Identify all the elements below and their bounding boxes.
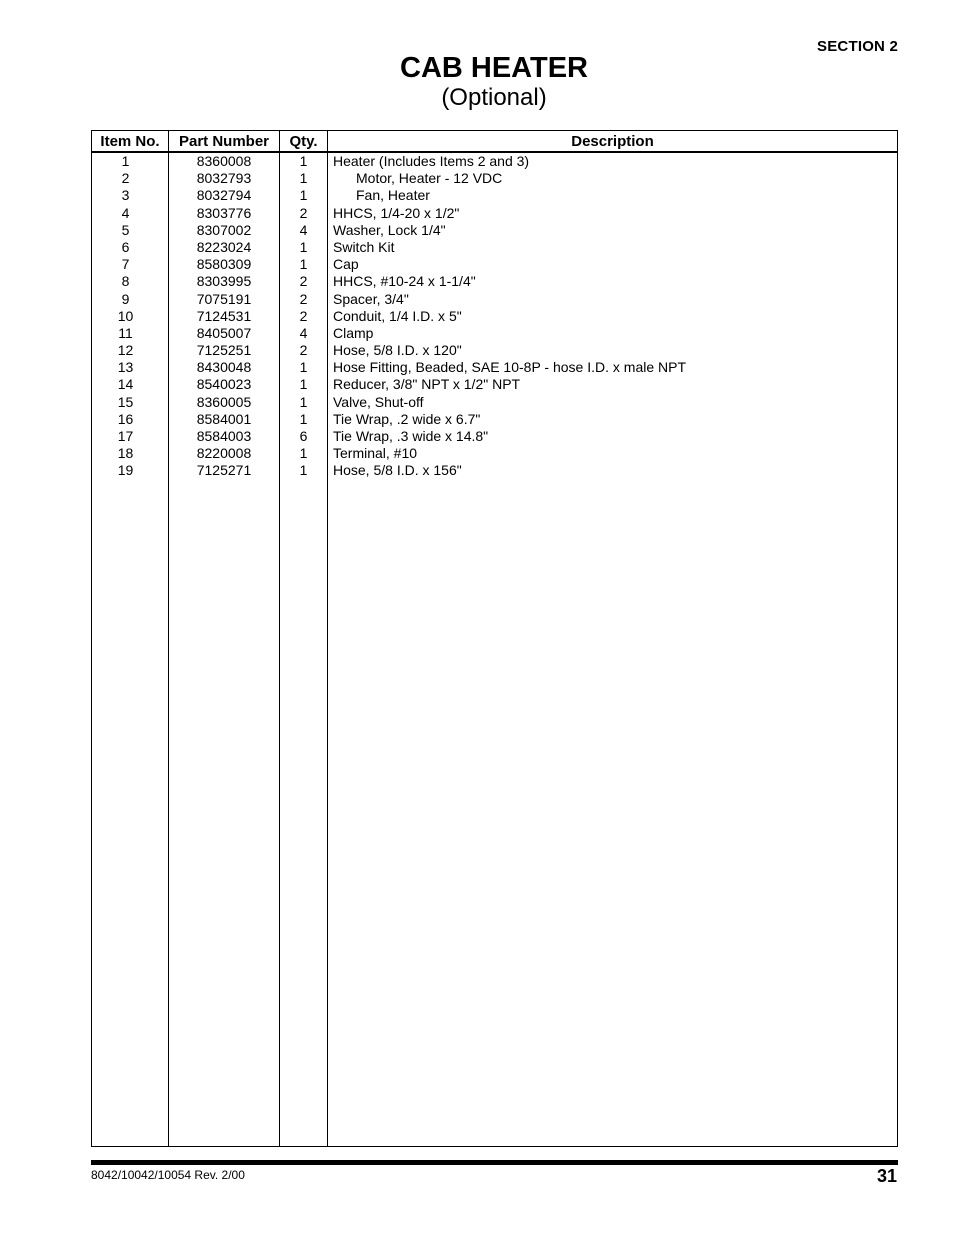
- part-number-cell: 8584003: [196, 428, 252, 444]
- description-cell: HHCS, 1/4-20 x 1/2": [333, 204, 460, 221]
- item-number-cell: 19: [117, 462, 134, 479]
- quantity-cell: 2: [299, 342, 308, 359]
- item-number-cell: 18: [117, 445, 134, 462]
- part-number-cell: 7075191: [196, 290, 252, 307]
- quantity-cell: 2: [299, 273, 308, 290]
- table-row: [92, 411, 897, 428]
- quantity-cell: 2: [299, 290, 308, 307]
- part-number-cell: 8032793: [196, 170, 252, 187]
- description-cell: Washer, Lock 1/4": [333, 221, 446, 238]
- item-number-cell: 8: [121, 273, 130, 290]
- part-number-cell: 8584001: [196, 410, 252, 427]
- part-number-cell: 7125251: [196, 342, 252, 359]
- quantity-cell: 1: [299, 256, 308, 273]
- quantity-cell: 6: [299, 428, 308, 444]
- description-cell: Cap: [333, 256, 359, 273]
- description-cell: Terminal, #10: [333, 445, 418, 462]
- item-number-cell: 6: [121, 238, 130, 255]
- table-row: [92, 394, 897, 411]
- description-cell: Switch Kit: [333, 238, 395, 255]
- page-number: 31: [876, 1166, 897, 1186]
- description-cell: Motor, Heater - 12 VDC: [356, 170, 503, 187]
- item-number-cell: 15: [117, 393, 134, 410]
- description-cell: Clamp: [333, 324, 374, 341]
- footer-rule: [91, 1160, 898, 1165]
- table-row: [92, 308, 897, 325]
- item-number-cell: 10: [117, 307, 134, 324]
- part-number-cell: 8405007: [196, 324, 252, 341]
- description-cell: Tie Wrap, .3 wide x 14.8": [333, 428, 489, 444]
- description-cell: Conduit, 1/4 I.D. x 5": [333, 307, 462, 324]
- part-number-cell: 8307002: [196, 221, 252, 238]
- item-number-cell: 2: [121, 170, 130, 187]
- quantity-cell: 4: [299, 221, 308, 238]
- description-cell: Reducer, 3/8" NPT x 1/2" NPT: [333, 376, 521, 393]
- parts-table-body: [92, 153, 897, 480]
- quantity-cell: 1: [299, 238, 308, 255]
- table-row: [92, 325, 897, 342]
- part-number-cell: 8430048: [196, 359, 252, 376]
- page-title: CAB HEATER: [400, 52, 588, 84]
- item-number-cell: 12: [117, 342, 134, 359]
- table-row: [92, 222, 897, 239]
- item-number-cell: 16: [117, 410, 134, 427]
- quantity-cell: 2: [299, 204, 308, 221]
- item-number-cell: 3: [121, 187, 130, 204]
- table-row: [92, 342, 897, 359]
- part-number-cell: 8032794: [196, 187, 252, 204]
- table-row: [92, 445, 897, 462]
- quantity-cell: 1: [299, 445, 308, 462]
- quantity-cell: 1: [299, 187, 308, 204]
- description-cell: Spacer, 3/4": [333, 290, 409, 307]
- part-number-cell: 8303995: [196, 273, 252, 290]
- table-row: [92, 170, 897, 187]
- page-subtitle: (Optional): [441, 84, 547, 111]
- description-cell: Heater (Includes Items 2 and 3): [333, 153, 530, 169]
- table-row: [92, 359, 897, 376]
- quantity-cell: 1: [299, 462, 308, 479]
- table-row: [92, 187, 897, 204]
- quantity-cell: 1: [299, 393, 308, 410]
- revision-label: 8042/10042/10054 Rev. 2/00: [91, 1168, 245, 1182]
- table-row: [92, 428, 897, 445]
- part-number-cell: 8540023: [196, 376, 252, 393]
- item-number-cell: 11: [118, 324, 133, 341]
- quantity-cell: 2: [299, 307, 308, 324]
- description-cell: Tie Wrap, .2 wide x 6.7": [333, 410, 481, 427]
- part-number-cell: 8220008: [196, 445, 252, 462]
- table-row: [92, 256, 897, 273]
- table-row: [92, 376, 897, 393]
- part-number-cell: 8580309: [196, 256, 252, 273]
- quantity-cell: 1: [299, 359, 308, 376]
- item-number-cell: 14: [117, 376, 134, 393]
- column-header-qty: Qty.: [289, 133, 318, 150]
- item-number-cell: 4: [121, 204, 130, 221]
- table-row: [92, 205, 897, 222]
- item-number-cell: 17: [117, 428, 134, 444]
- part-number-cell: 8360008: [196, 153, 252, 169]
- column-header-item-no: Item No.: [100, 133, 160, 150]
- part-number-cell: 7124531: [196, 307, 252, 324]
- column-header-part-number: Part Number: [178, 133, 270, 150]
- description-cell: Hose Fitting, Beaded, SAE 10-8P - hose I.D. x male NPT: [333, 359, 687, 376]
- table-row: [92, 462, 897, 479]
- item-number-cell: 9: [121, 290, 130, 307]
- quantity-cell: 1: [299, 376, 308, 393]
- part-number-cell: 8303776: [196, 204, 252, 221]
- quantity-cell: 1: [299, 170, 308, 187]
- part-number-cell: 7125271: [196, 462, 252, 479]
- table-row: [92, 153, 897, 170]
- table-row: [92, 291, 897, 308]
- item-number-cell: 5: [121, 221, 130, 238]
- description-cell: Valve, Shut-off: [333, 393, 424, 410]
- part-number-cell: 8223024: [196, 238, 252, 255]
- section-label: SECTION 2: [817, 38, 898, 55]
- description-cell: Hose, 5/8 I.D. x 156": [333, 462, 462, 479]
- description-cell: Fan, Heater: [356, 187, 430, 204]
- item-number-cell: 7: [121, 256, 130, 273]
- quantity-cell: 1: [299, 410, 308, 427]
- item-number-cell: 13: [117, 359, 134, 376]
- description-cell: Hose, 5/8 I.D. x 120": [333, 342, 462, 359]
- parts-table: [91, 130, 898, 1147]
- part-number-cell: 8360005: [196, 393, 252, 410]
- quantity-cell: 1: [299, 153, 308, 169]
- quantity-cell: 4: [299, 324, 308, 341]
- table-row: [92, 239, 897, 256]
- description-cell: HHCS, #10-24 x 1-1/4": [333, 273, 476, 290]
- item-number-cell: 1: [121, 153, 130, 169]
- table-row: [92, 273, 897, 290]
- column-header-description: Description: [571, 133, 654, 150]
